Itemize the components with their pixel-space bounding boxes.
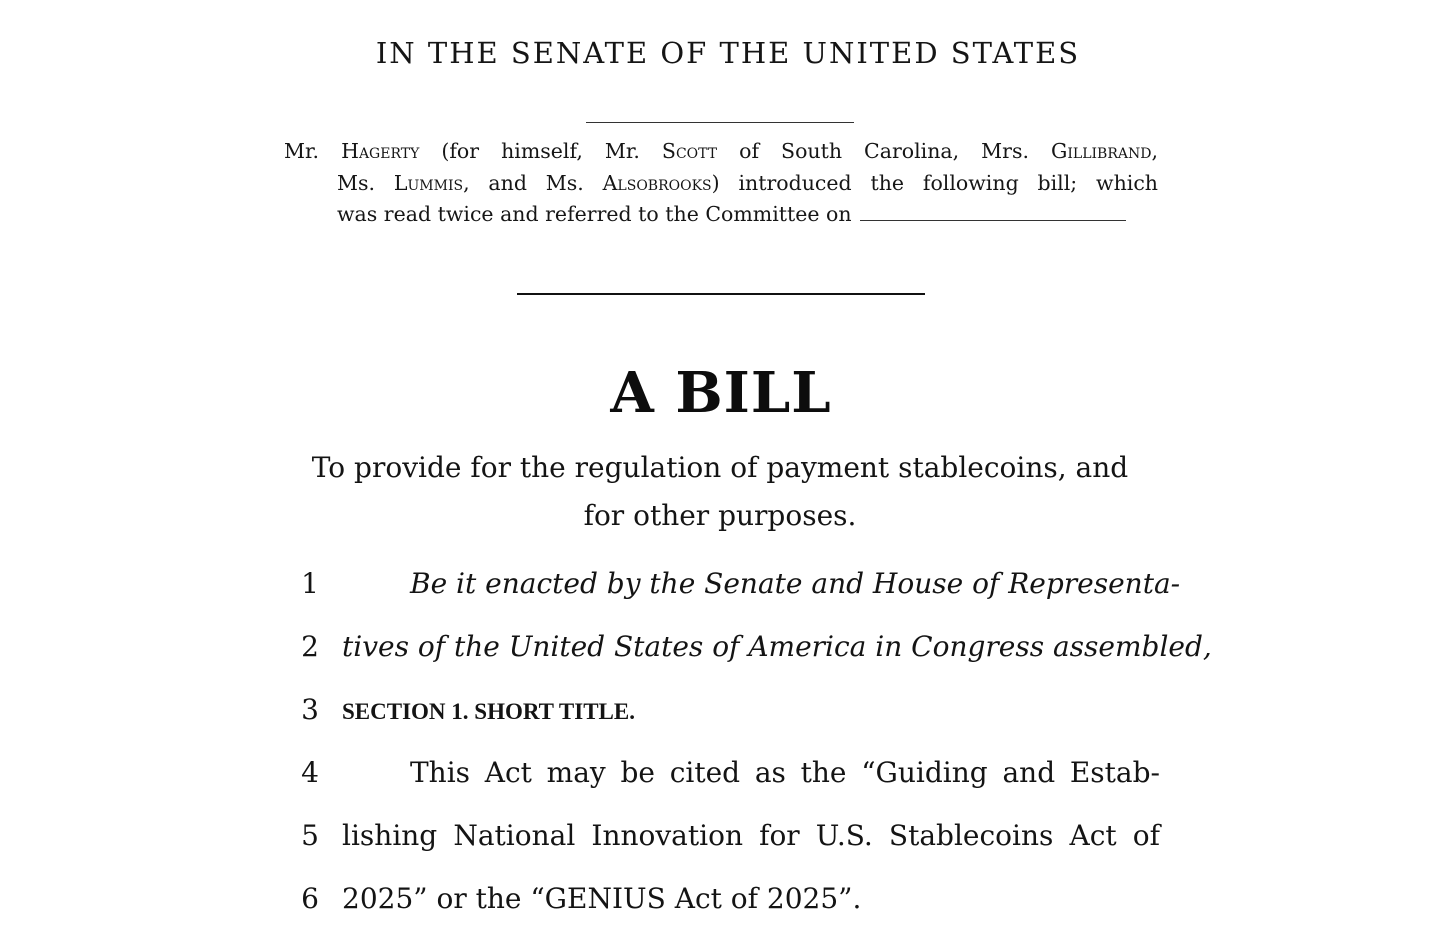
sponsor-name-alsobrooks: Alsobrooks bbox=[602, 170, 712, 195]
line-number: 2 bbox=[301, 630, 319, 663]
line-number: 1 bbox=[301, 567, 319, 600]
bill-line-6 bbox=[290, 882, 1160, 922]
line-number: 3 bbox=[301, 693, 319, 726]
sponsor-name-lummis: Lummis bbox=[393, 170, 464, 195]
bill-line-3 bbox=[290, 693, 1160, 733]
sponsor-text: was read twice and referred to the Committee on bbox=[337, 202, 852, 226]
sponsor-text: , bbox=[1151, 139, 1158, 163]
sponsor-text: ) introduced the following bill; which bbox=[711, 170, 1159, 195]
bill-line-2 bbox=[290, 630, 1212, 670]
sponsor-text: (for himself, Mr. bbox=[419, 139, 662, 163]
sponsor-name-hagerty: Hagerty bbox=[341, 139, 420, 163]
section-heading: SECTION 1. SHORT TITLE. bbox=[342, 699, 635, 724]
sponsor-name-scott: Scott bbox=[661, 139, 718, 163]
line-text: This Act may be cited as the “Guiding and Estab- bbox=[410, 756, 1160, 789]
line-number: 4 bbox=[301, 756, 319, 789]
bill-purpose bbox=[300, 444, 1140, 540]
sponsor-name-gillibrand: Gillibrand bbox=[1051, 139, 1152, 163]
sponsor-line-3 bbox=[284, 199, 1158, 231]
line-text: tives of the United States of America in Congress assembled, bbox=[342, 630, 1212, 663]
sponsor-line-2 bbox=[284, 168, 1158, 200]
bill-title: A BILL bbox=[610, 360, 832, 426]
line-text: 2025” or the “GENIUS Act of 2025”. bbox=[342, 882, 862, 915]
line-text: lishing National Innovation for U.S. Stablecoins Act of bbox=[342, 819, 1160, 852]
line-number: 6 bbox=[301, 882, 319, 915]
bill-line-1 bbox=[290, 567, 1181, 607]
purpose-line-2: for other purposes. bbox=[583, 499, 857, 532]
sponsor-text: of South Carolina, Mrs. bbox=[717, 139, 1051, 163]
sponsor-line-1 bbox=[284, 136, 1158, 168]
bill-line-4 bbox=[290, 756, 1160, 796]
purpose-line-1: To provide for the regulation of payment stablecoins, and bbox=[311, 451, 1129, 484]
sponsor-text: Ms. bbox=[337, 170, 394, 195]
committee-blank bbox=[860, 200, 1126, 221]
sponsor-statement bbox=[284, 136, 1158, 231]
bill-line-5 bbox=[290, 819, 1160, 859]
line-text: Be it enacted by the Senate and House of Representa- bbox=[410, 567, 1181, 600]
header-divider bbox=[586, 122, 854, 123]
chamber-heading: IN THE SENATE OF THE UNITED STATES bbox=[375, 36, 1081, 70]
bill-divider bbox=[517, 293, 925, 295]
sponsor-text: , and Ms. bbox=[463, 170, 603, 195]
line-number: 5 bbox=[301, 819, 319, 852]
sponsor-text: Mr. bbox=[284, 139, 342, 163]
